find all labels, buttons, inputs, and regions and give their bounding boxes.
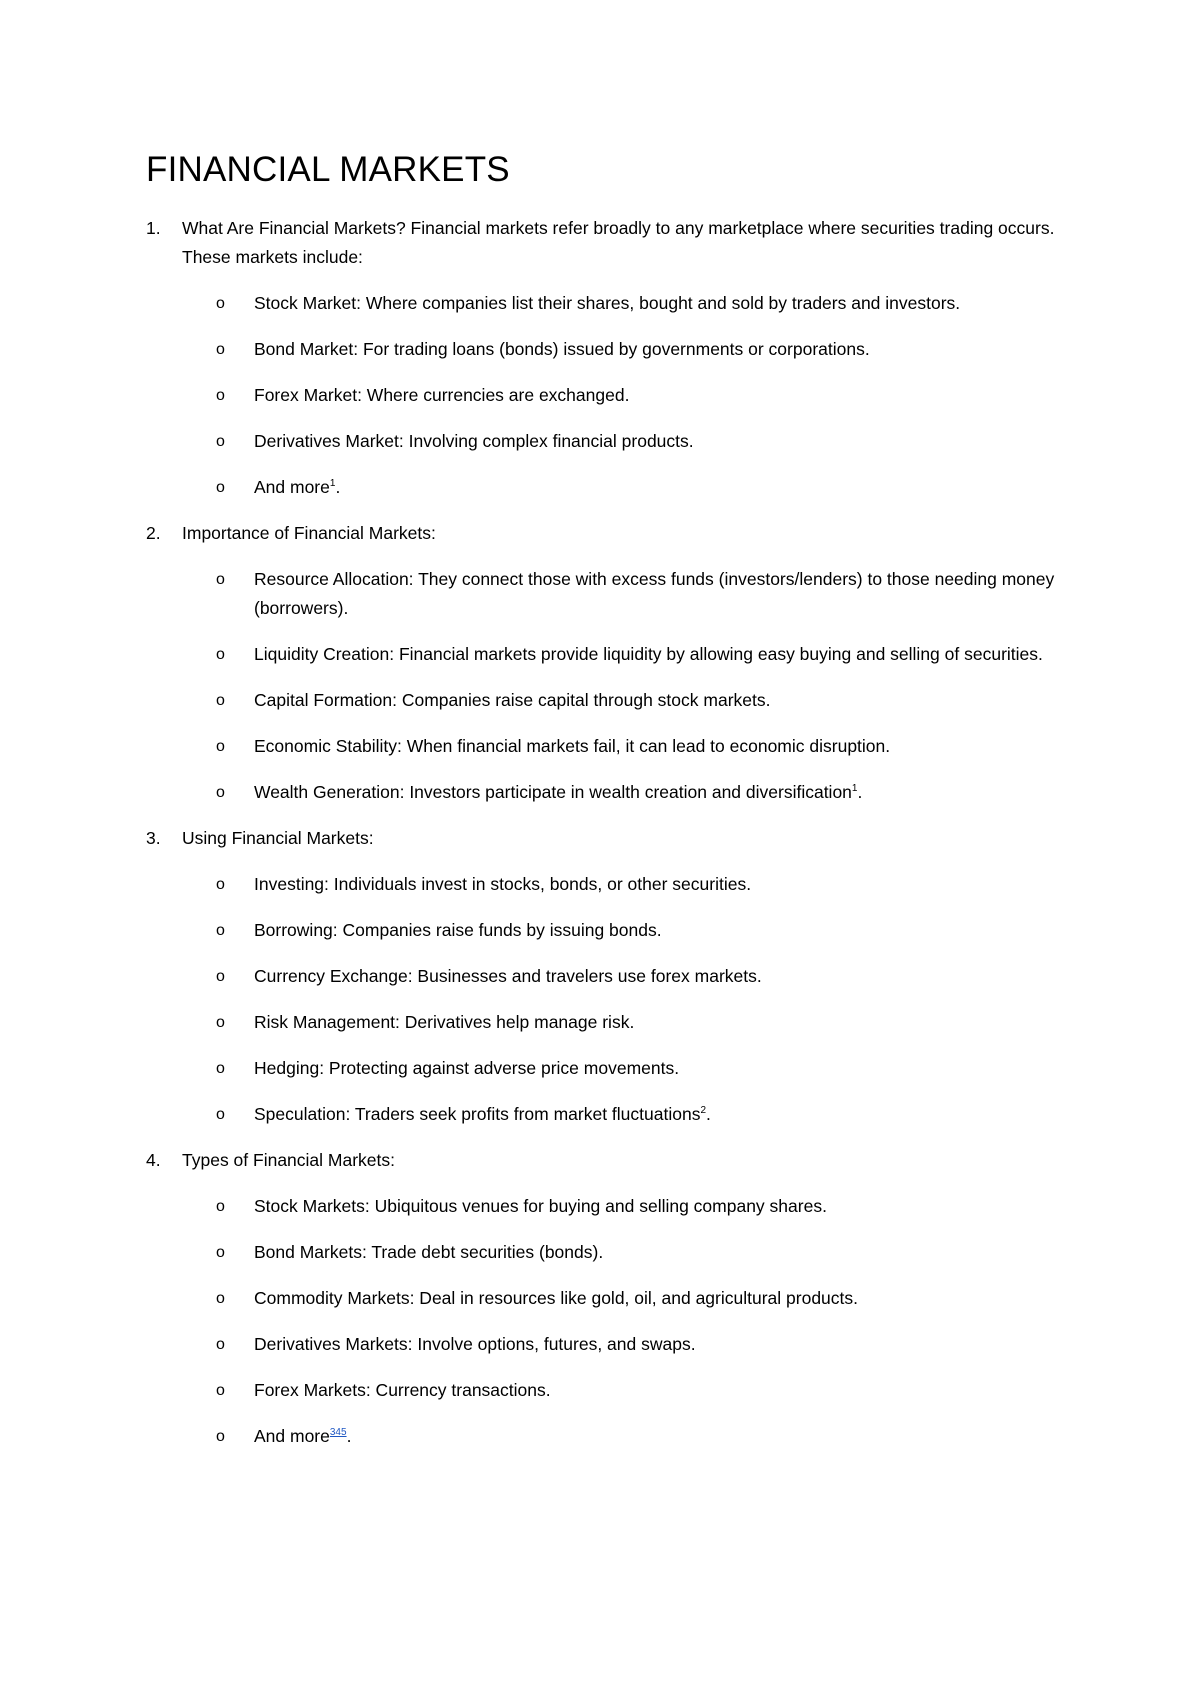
bullet-marker: o (216, 968, 225, 985)
list-item-punctuation: . (857, 782, 863, 802)
section-heading: Types of Financial Markets: (182, 1150, 395, 1170)
list-item-text (254, 1284, 1074, 1313)
list-item (182, 732, 1106, 761)
list-item (182, 1054, 1106, 1083)
list-item (182, 427, 1106, 456)
bullet-list (182, 289, 1106, 502)
list-item-body: Forex Markets: Currency transactions. (254, 1380, 551, 1400)
bullet-list (182, 870, 1106, 1129)
section-number: 2. (146, 523, 161, 543)
list-item-body: Capital Formation: Companies raise capital through stock markets. (254, 690, 771, 710)
list-item-body: Resource Allocation: They connect those with excess funds (investors/lenders) to those needing money (borrowers). (254, 569, 1055, 618)
list-item (182, 916, 1106, 945)
list-item (182, 1422, 1106, 1451)
section-number: 3. (146, 828, 161, 848)
list-item-body: Economic Stability: When financial markets fail, it can lead to economic disruption. (254, 736, 891, 756)
list-item-text (254, 686, 1074, 715)
list-item-punctuation: . (346, 1426, 352, 1446)
list-item (182, 1330, 1106, 1359)
bullet-marker: o (216, 1244, 225, 1261)
bullet-marker: o (216, 1290, 225, 1307)
section-number: 1. (146, 218, 161, 238)
list-item (182, 962, 1106, 991)
list-item (182, 289, 1106, 318)
list-item-body: Wealth Generation: Investors participate in wealth creation and diversification (254, 782, 852, 802)
list-item-body: Bond Market: For trading loans (bonds) issued by governments or corporations. (254, 339, 870, 359)
bullet-marker: o (216, 646, 225, 663)
section-number: 4. (146, 1150, 161, 1170)
bullet-marker: o (216, 341, 225, 358)
list-item (182, 640, 1106, 669)
list-item-body: Borrowing: Companies raise funds by issuing bonds. (254, 920, 662, 940)
bullet-marker: o (216, 295, 225, 312)
list-item (182, 565, 1106, 623)
list-item-text (254, 427, 1074, 456)
bullet-marker: o (216, 1198, 225, 1215)
list-item-body: Commodity Markets: Deal in resources like gold, oil, and agricultural products. (254, 1288, 859, 1308)
list-item-text (254, 289, 1074, 318)
list-item (182, 1192, 1106, 1221)
list-item-body: Stock Market: Where companies list their shares, bought and sold by traders and investors. (254, 293, 961, 313)
bullet-marker: o (216, 1060, 225, 1077)
list-item-text (254, 1422, 1074, 1451)
section-heading: Using Financial Markets: (182, 828, 374, 848)
document-title: FINANCIAL MARKETS (146, 150, 510, 189)
list-item (182, 381, 1106, 410)
list-item-body: Derivatives Market: Involving complex financial products. (254, 431, 694, 451)
list-item-body: Liquidity Creation: Financial markets provide liquidity by allowing easy buying and selling of securities. (254, 644, 1043, 664)
list-item (182, 1238, 1106, 1267)
section-heading: What Are Financial Markets? Financial markets refer broadly to any marketplace where securities trading occurs. These markets include: (182, 218, 1055, 267)
list-item-body: Investing: Individuals invest in stocks, bonds, or other securities. (254, 874, 752, 894)
bullet-marker: o (216, 876, 225, 893)
bullet-list (182, 1192, 1106, 1451)
list-item-text (254, 916, 1074, 945)
bullet-marker: o (216, 784, 225, 801)
section-item (146, 519, 1106, 807)
bullet-marker: o (216, 479, 225, 496)
list-item-text (254, 1376, 1074, 1405)
list-item (182, 335, 1106, 364)
list-item-body: Currency Exchange: Businesses and travelers use forex markets. (254, 966, 762, 986)
list-item-text (254, 1008, 1074, 1037)
list-item-body: Bond Markets: Trade debt securities (bonds). (254, 1242, 604, 1262)
list-item (182, 473, 1106, 502)
bullet-marker: o (216, 1428, 225, 1445)
list-item-body: Derivatives Markets: Involve options, futures, and swaps. (254, 1334, 696, 1354)
bullet-marker: o (216, 692, 225, 709)
section-item (146, 1146, 1106, 1451)
section-list (146, 214, 1106, 1468)
list-item-body: Risk Management: Derivatives help manage risk. (254, 1012, 635, 1032)
footnote-marker: 1 (329, 478, 336, 489)
list-item-body: Hedging: Protecting against adverse price movements. (254, 1058, 680, 1078)
bullet-marker: o (216, 1382, 225, 1399)
list-item-text (254, 473, 1074, 502)
section-item (146, 214, 1106, 502)
bullet-marker: o (216, 738, 225, 755)
bullet-marker: o (216, 433, 225, 450)
list-item-text (254, 1054, 1074, 1083)
list-item-text (254, 1100, 1074, 1129)
list-item-punctuation: . (706, 1104, 711, 1124)
list-item-text (254, 1330, 1074, 1359)
bullet-marker: o (216, 387, 225, 404)
bullet-marker: o (216, 571, 225, 588)
section-heading: Importance of Financial Markets: (182, 523, 436, 543)
bullet-marker: o (216, 1336, 225, 1353)
list-item-text (254, 732, 1074, 761)
bullet-marker: o (216, 922, 225, 939)
list-item (182, 1376, 1106, 1405)
list-item (182, 870, 1106, 899)
footnote-marker: 1 (851, 783, 858, 794)
list-item-text (254, 870, 1074, 899)
list-item-body: And more (254, 1426, 330, 1446)
list-item-text (254, 1238, 1074, 1267)
list-item (182, 1284, 1106, 1313)
list-item (182, 778, 1106, 807)
list-item-text (254, 335, 1074, 364)
footnote-link[interactable]: 345 (329, 1427, 347, 1438)
list-item-text (254, 640, 1074, 669)
bullet-list (182, 565, 1106, 807)
list-item-body: Forex Market: Where currencies are exchanged. (254, 385, 630, 405)
list-item-text (254, 565, 1074, 623)
list-item-body: Stock Markets: Ubiquitous venues for buying and selling company shares. (254, 1196, 827, 1216)
bullet-marker: o (216, 1014, 225, 1031)
list-item (182, 1100, 1106, 1129)
section-item (146, 824, 1106, 1129)
list-item-punctuation: . (335, 477, 341, 497)
list-item-text (254, 381, 1074, 410)
list-item-body: And more (254, 477, 330, 497)
list-item-text (254, 962, 1074, 991)
list-item-text (254, 778, 1074, 807)
bullet-marker: o (216, 1106, 225, 1123)
list-item-text (254, 1192, 1074, 1221)
footnote-marker: 2 (700, 1105, 707, 1116)
list-item (182, 686, 1106, 715)
list-item-body: Speculation: Traders seek profits from market fluctuations (254, 1104, 701, 1124)
list-item (182, 1008, 1106, 1037)
